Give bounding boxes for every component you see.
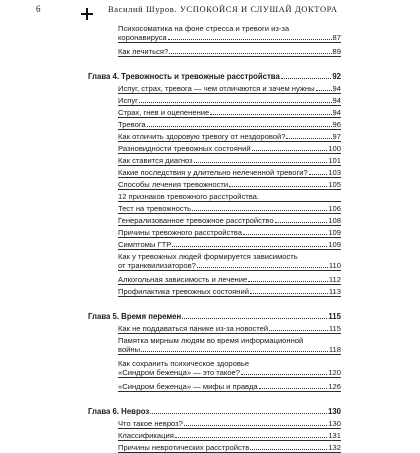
toc-entry <box>118 275 341 285</box>
toc-entry-title: «Синдром беженца» — это такое? <box>118 368 240 377</box>
toc-page-number: 109 <box>328 228 341 238</box>
toc-entry <box>118 240 341 250</box>
toc-entry-title: коронавируса <box>118 33 167 42</box>
toc-entry <box>118 324 341 334</box>
leader-dots <box>275 221 328 223</box>
toc-entry <box>118 204 341 214</box>
toc-entry-title: Алкогольная зависимость и лечение <box>118 274 248 284</box>
toc-page-number: 96 <box>332 120 341 130</box>
toc-entry-title: Профилактика тревожных состояний <box>118 286 249 296</box>
toc-entry-title: Причины невротических расстройств <box>118 443 250 453</box>
toc-entry-title: от транквилизаторов? <box>118 261 196 271</box>
toc-page-number: 94 <box>332 84 341 94</box>
toc-entry <box>118 443 341 453</box>
toc-page-number: 105 <box>328 180 341 190</box>
toc-entry-line <box>118 336 341 345</box>
leader-dots <box>269 329 328 331</box>
toc-chapter <box>88 72 341 81</box>
toc-entry-line <box>118 33 341 42</box>
toc-entry-title: Тревога <box>118 120 146 130</box>
leader-dots <box>259 387 328 389</box>
running-head: Василий Шуров. УСПОКОЙСЯ И СЛУШАЙ ДОКТОРА <box>108 4 338 14</box>
toc-entry-title: «Синдром беженца» — мифы и правда <box>118 381 258 391</box>
leader-dots <box>309 173 328 175</box>
leader-dots <box>169 52 331 54</box>
toc-page-number: 120 <box>328 368 341 377</box>
toc-entry-line <box>118 24 341 33</box>
toc-chapter <box>88 312 341 321</box>
toc-entry-line <box>118 368 341 377</box>
leader-dots <box>172 245 327 247</box>
toc-entry-line <box>118 359 341 368</box>
toc-entry <box>118 120 341 130</box>
page-header <box>0 0 420 22</box>
toc-entry <box>118 287 341 297</box>
leader-dots <box>210 113 331 115</box>
toc-page-number: 126 <box>328 381 341 391</box>
toc-entry <box>118 96 341 106</box>
toc-page-number: 131 <box>328 431 341 441</box>
leader-dots <box>141 350 328 352</box>
leader-dots <box>229 185 327 187</box>
toc-page-number: 97 <box>332 132 341 142</box>
toc-entry-title: Памятка мирным людям во время информационной <box>118 336 304 346</box>
toc-page-number: 100 <box>328 144 341 154</box>
leader-dots <box>194 161 328 163</box>
toc-entry-title: Как сохранить психическое здоровье <box>118 359 250 368</box>
toc-page-number: 130 <box>327 406 341 416</box>
toc-entry-line <box>118 345 341 354</box>
leader-dots <box>248 280 328 282</box>
toc-page-number: 108 <box>328 216 341 226</box>
toc-entry-title: Способы лечения тревожности <box>118 180 229 190</box>
toc-entry-title: Страх, гнев и оцепенение <box>118 108 210 118</box>
toc-entry <box>118 359 341 378</box>
toc-entry-line <box>118 252 341 261</box>
toc-entry <box>118 228 341 238</box>
toc-entry-title: Как у тревожных людей формируется зависимость <box>118 252 298 262</box>
toc-entry <box>118 24 341 43</box>
toc-entry <box>118 132 341 142</box>
toc-entry-title: войны <box>118 345 141 355</box>
leader-dots <box>184 424 327 426</box>
toc-page-number: 110 <box>328 261 341 271</box>
toc-entry-title: Классификация <box>118 431 174 441</box>
toc-entry-title: Глава 6. Невроз <box>88 406 150 416</box>
leader-dots <box>197 266 328 268</box>
toc-entry-title: Причины тревожного расстройства <box>118 228 242 238</box>
toc-entry-title: 12 признаков тревожного расстройства. <box>118 192 260 202</box>
leader-dots <box>168 38 332 40</box>
toc-entry-title: Что такое невроз? <box>118 419 183 429</box>
toc-page-number: 115 <box>328 311 341 321</box>
leader-dots <box>147 125 332 127</box>
toc-entry <box>118 156 341 166</box>
toc-page-number: 103 <box>328 168 341 178</box>
toc-page-number: 101 <box>328 156 341 166</box>
leader-dots <box>192 209 327 211</box>
toc-entry-title: Испуг <box>118 96 138 106</box>
toc-page-number: 87 <box>332 33 341 42</box>
leader-dots <box>175 436 328 438</box>
toc-page-number: 94 <box>332 96 341 106</box>
toc-page-number: 132 <box>328 443 341 453</box>
crop-mark-icon <box>81 8 93 20</box>
toc-entry <box>118 382 341 392</box>
toc-entry-title: Как лечиться? <box>118 46 169 56</box>
toc-page-number: 106 <box>328 204 341 214</box>
leader-dots <box>139 101 332 103</box>
toc-page-number: 130 <box>328 419 341 429</box>
toc-entry <box>118 180 341 190</box>
toc-page-number: 113 <box>328 286 341 296</box>
toc-page-number: 115 <box>328 324 341 334</box>
toc-page-number: 89 <box>332 46 341 56</box>
toc-entry-title: Тест на тревожность <box>118 204 192 214</box>
toc-entry-title: Симптомы ГТР <box>118 240 172 250</box>
leader-dots <box>250 292 328 294</box>
toc-entry <box>118 336 341 355</box>
toc-entry <box>118 47 341 57</box>
leader-dots <box>250 448 327 450</box>
leader-dots <box>286 137 331 139</box>
toc-entry-title: Как ставится диагноз <box>118 156 193 166</box>
toc-entry-title: Генерализованное тревожное расстройство <box>118 216 274 226</box>
toc-entry <box>118 84 341 94</box>
page-number: 6 <box>36 4 41 14</box>
leader-dots <box>241 373 327 375</box>
leader-dots <box>150 412 327 414</box>
toc-page-number: 118 <box>328 345 341 355</box>
toc-entry-title: Какие последствия у длительно нелеченной тревоги? <box>118 168 308 178</box>
toc-entry <box>118 144 341 154</box>
toc-entry <box>118 431 341 441</box>
toc-entry <box>118 252 341 271</box>
leader-dots <box>316 89 332 91</box>
leader-dots <box>182 317 327 319</box>
toc-entry-title: Испуг, страх, тревога — чем отличаются и зачем нужны <box>118 84 315 94</box>
leader-dots <box>281 77 331 79</box>
toc-entry <box>118 108 341 118</box>
toc-page-number: 112 <box>328 274 341 284</box>
toc-page-number: 94 <box>332 108 341 118</box>
toc-entry-title: Глава 4. Тревожность и тревожные расстройства <box>88 71 280 81</box>
toc-entry-title: Разновидности тревожных состояний <box>118 144 251 154</box>
toc-page-number: 109 <box>328 240 341 250</box>
toc-entry-title: Как не поддаваться панике из-за новостей <box>118 324 269 334</box>
leader-dots <box>243 233 327 235</box>
toc-entry-title: Как отличить здоровую тревогу от нездоровой? <box>118 132 286 142</box>
toc-entry-line <box>118 261 341 270</box>
toc-entry-title: Психосоматика на фоне стресса и тревоги из-за <box>118 24 290 33</box>
toc-chapter <box>88 407 341 416</box>
toc-entry-title: Глава 5. Время перемен <box>88 311 182 321</box>
toc-entry <box>118 216 341 226</box>
toc-entry <box>118 419 341 429</box>
toc-entry <box>118 168 341 178</box>
toc-entry <box>118 192 341 202</box>
toc-page-number: 92 <box>332 71 341 81</box>
leader-dots <box>252 149 328 151</box>
